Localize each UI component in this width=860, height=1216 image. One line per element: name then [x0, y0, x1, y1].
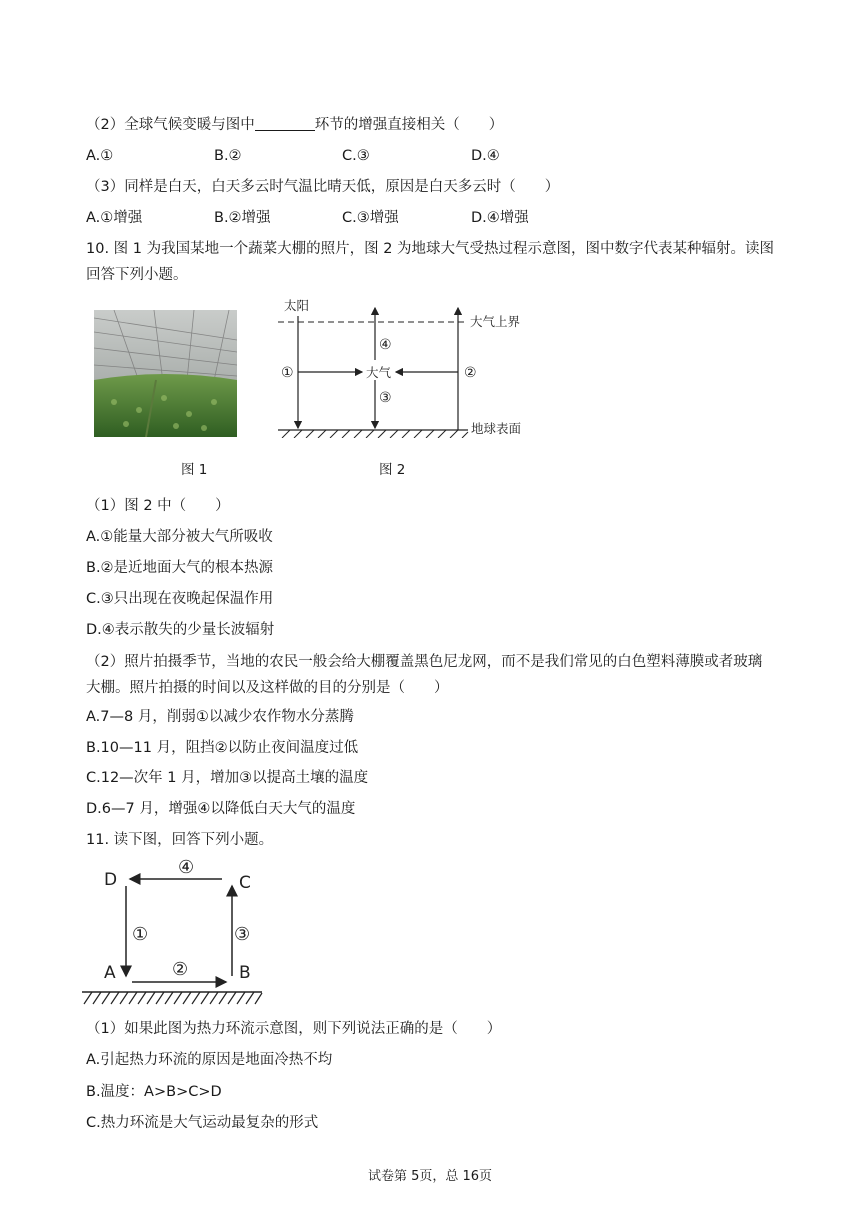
- option-b[interactable]: B.温度：A>B>C>D: [86, 1084, 222, 1100]
- option-b[interactable]: B.10—11 月，阻挡②以防止夜间温度过低: [86, 740, 359, 756]
- label-sun: 太阳: [284, 298, 310, 313]
- answer-blank: [255, 116, 315, 131]
- option-a[interactable]: A.①能量大部分被大气所吸收: [86, 529, 273, 545]
- option-b[interactable]: B.②增强: [214, 210, 271, 226]
- label-n3: ③: [234, 924, 251, 945]
- q10-intro: 10. 图 1 为我国某地一个蔬菜大棚的照片，图 2 为地球大气受热过程示意图，图中数字代表某种辐射。读图回答下列小题。: [86, 241, 775, 283]
- label-atmosphere: 大气: [366, 365, 392, 380]
- option-c[interactable]: C.③增强: [342, 210, 399, 226]
- label-n3: ③: [379, 390, 392, 406]
- page-footer: 试卷第 5页，总 16页: [367, 1169, 493, 1184]
- label-earth-surface: 地球表面: [471, 421, 522, 436]
- fig2-caption: 图 2: [379, 462, 406, 478]
- option-d[interactable]: D.④增强: [471, 210, 529, 226]
- label-n2: ②: [464, 365, 477, 381]
- label-n1: ①: [281, 365, 294, 381]
- label-upper-atmosphere: 大气上界: [470, 314, 521, 329]
- label-n4: ④: [178, 857, 195, 878]
- option-b[interactable]: B.②是近地面大气的根本热源: [86, 560, 274, 576]
- option-c[interactable]: C.③: [342, 148, 370, 164]
- label-C: C: [239, 873, 251, 893]
- option-a[interactable]: A.引起热力环流的原因是地面冷热不均: [86, 1052, 333, 1068]
- option-d[interactable]: D.④表示散失的少量长波辐射: [86, 622, 275, 638]
- label-D: D: [104, 870, 118, 890]
- q11-intro: 11. 读下图，回答下列小题。: [86, 832, 274, 848]
- option-c[interactable]: C.热力环流是大气运动最复杂的形式: [86, 1115, 319, 1131]
- option-a[interactable]: A.①增强: [86, 210, 143, 226]
- option-c[interactable]: C.③只出现在夜晚起保温作用: [86, 591, 274, 607]
- q10-sub2-stem: （2）照片拍摄季节，当地的农民一般会给大棚覆盖黑色尼龙网，而不是我们常见的白色塑料薄膜或者玻璃大棚。照片拍摄的时间以及这样做的目的分别是（ ）: [86, 654, 763, 696]
- label-A: A: [104, 963, 116, 983]
- greenhouse-photo: [94, 310, 237, 437]
- option-d[interactable]: D.④: [471, 148, 500, 164]
- option-b[interactable]: B.②: [214, 148, 242, 164]
- label-n2: ②: [172, 959, 189, 980]
- label-n1: ①: [132, 924, 149, 945]
- option-d[interactable]: D.6—7 月，增强④以降低白天大气的温度: [86, 801, 356, 817]
- q10-sub1-stem: （1）图 2 中（ ）: [86, 498, 230, 514]
- circulation-diagram: [82, 852, 268, 1010]
- q11-sub1-stem: （1）如果此图为热力环流示意图，则下列说法正确的是（ ）: [86, 1021, 502, 1037]
- atmospheric-heating-diagram: [278, 296, 528, 438]
- q9-sub3-stem: （3）同样是白天，白天多云时气温比晴天低，原因是白天多云时（ ）: [86, 179, 560, 195]
- option-a[interactable]: A.7—8 月，削弱①以减少农作物水分蒸腾: [86, 709, 354, 725]
- option-c[interactable]: C.12—次年 1 月，增加③以提高土壤的温度: [86, 770, 369, 786]
- label-n4: ④: [379, 337, 392, 353]
- label-B: B: [239, 963, 251, 983]
- q9-sub2-stem: （2）全球气候变暖与图中 环节的增强直接相关（ ）: [86, 117, 504, 133]
- option-a[interactable]: A.①: [86, 148, 114, 164]
- fig1-caption: 图 1: [181, 462, 208, 478]
